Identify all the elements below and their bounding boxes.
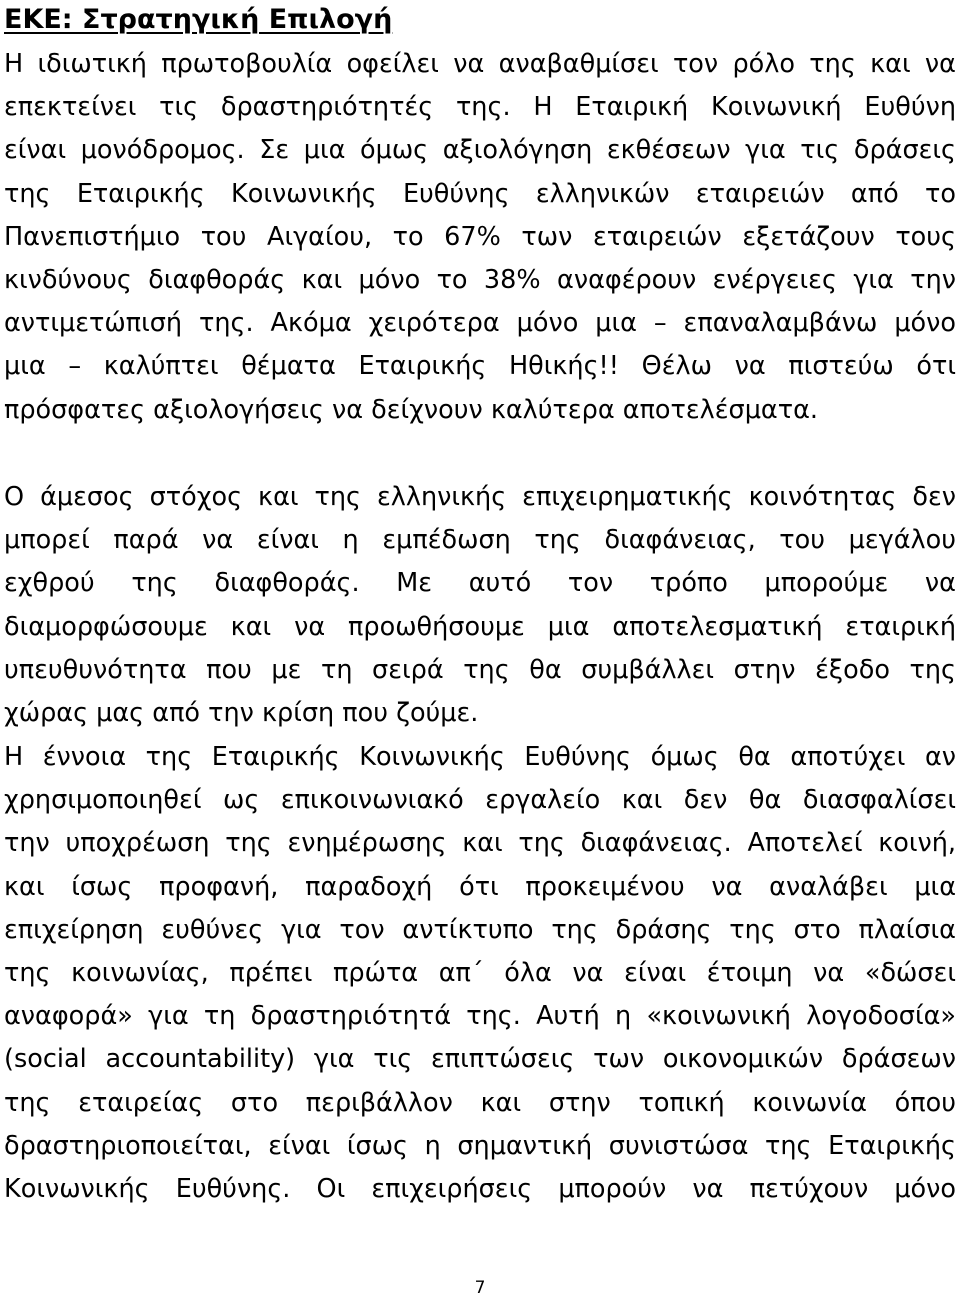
paragraph-1	[4, 43, 956, 432]
text-line: πρόσφατες αξιολογήσεις να δείχνουν καλύτερα αποτελέσματα.	[4, 394, 818, 425]
text-line: και ίσως προφανή, παραδοχή ότι προκειμένου να αναλάβει μια	[4, 871, 956, 902]
text-line: Κοινωνικής Ευθύνης. Οι επιχειρήσεις μπορούν να πετύχουν μόνο	[4, 1173, 956, 1204]
text-line: μια – καλύπτει θέματα Εταιρικής Ηθικής!! Θέλω να πιστεύω ότι	[4, 351, 956, 382]
text-line: αντιμετώπισή της. Ακόμα χειρότερα μόνο μια – επαναλαμβάνω μόνο	[4, 308, 956, 339]
text-line: την υποχρέωση της ενημέρωσης και της διαφάνειας. Αποτελεί κοινή,	[4, 828, 956, 859]
text-line: Η ιδιωτική πρωτοβουλία οφείλει να αναβαθμίσει τον ρόλο της και να	[4, 49, 956, 79]
text-line: Η έννοια της Εταιρικής Κοινωνικής Ευθύνης όμως θα αποτύχει αν	[4, 742, 956, 772]
text-line: διαμορφώσουμε και να προωθήσουμε μια αποτελεσματική εταιρική	[4, 611, 956, 642]
text-line: κινδύνους διαφθοράς και μόνο το 38% αναφέρουν ενέργειες για την	[4, 264, 956, 295]
text-line: είναι μονόδρομος. Σε μια όμως αξιολόγηση εκθέσεων για τις δράσεις	[4, 135, 956, 166]
text-line: επιχείρηση ευθύνες για τον αντίκτυπο της δράσης της στο πλαίσια	[4, 914, 956, 945]
text-line: της κοινωνίας, πρέπει πρώτα απ΄ όλα να είναι έτοιμη να «δώσει	[4, 957, 956, 988]
text-line: (social accountability) για τις επιπτώσεις των οικονομικών δράσεων	[4, 1044, 956, 1075]
text-line: Ο άμεσος στόχος και της ελληνικής επιχειρηματικής κοινότητας δεν	[4, 482, 956, 512]
paragraph-3	[4, 736, 956, 1211]
text-line: μπορεί παρά να είναι η εμπέδωση της διαφάνειας, του μεγάλου	[4, 525, 956, 556]
paragraph-2	[4, 476, 956, 735]
text-line: επεκτείνει τις δραστηριότητές της. Η Εταιρική Κοινωνική Ευθύνη	[4, 92, 956, 123]
text-line: της εταιρείας στο περιβάλλον και στην τοπική κοινωνία όπου	[4, 1087, 956, 1118]
page-title: ΕΚΕ: Στρατηγική Επιλογή	[4, 4, 393, 35]
text-line: αναφορά» για τη δραστηριότητά της. Αυτή η «κοινωνική λογοδοσία»	[4, 1001, 956, 1032]
text-line: Πανεπιστήμιο του Αιγαίου, το 67% των εταιρειών εξετάζουν τους	[4, 221, 956, 252]
text-line: χώρας μας από την κρίση που ζούμε.	[4, 697, 479, 728]
page-number: 7	[474, 1278, 486, 1298]
text-line: δραστηριοποιείται, είναι ίσως η σημαντική συνιστώσα της Εταιρικής	[4, 1130, 956, 1161]
text-line: χρησιμοποιηθεί ως επικοινωνιακό εργαλείο και δεν θα διασφαλίσει	[4, 785, 956, 816]
text-line: υπευθυνότητα που με τη σειρά της θα συμβάλλει στην έξοδο της	[4, 654, 956, 685]
text-line: εχθρού της διαφθοράς. Με αυτό τον τρόπο μπορούμε να	[4, 568, 956, 599]
text-line: της Εταιρικής Κοινωνικής Ευθύνης ελληνικών εταιρειών από το	[4, 178, 956, 209]
